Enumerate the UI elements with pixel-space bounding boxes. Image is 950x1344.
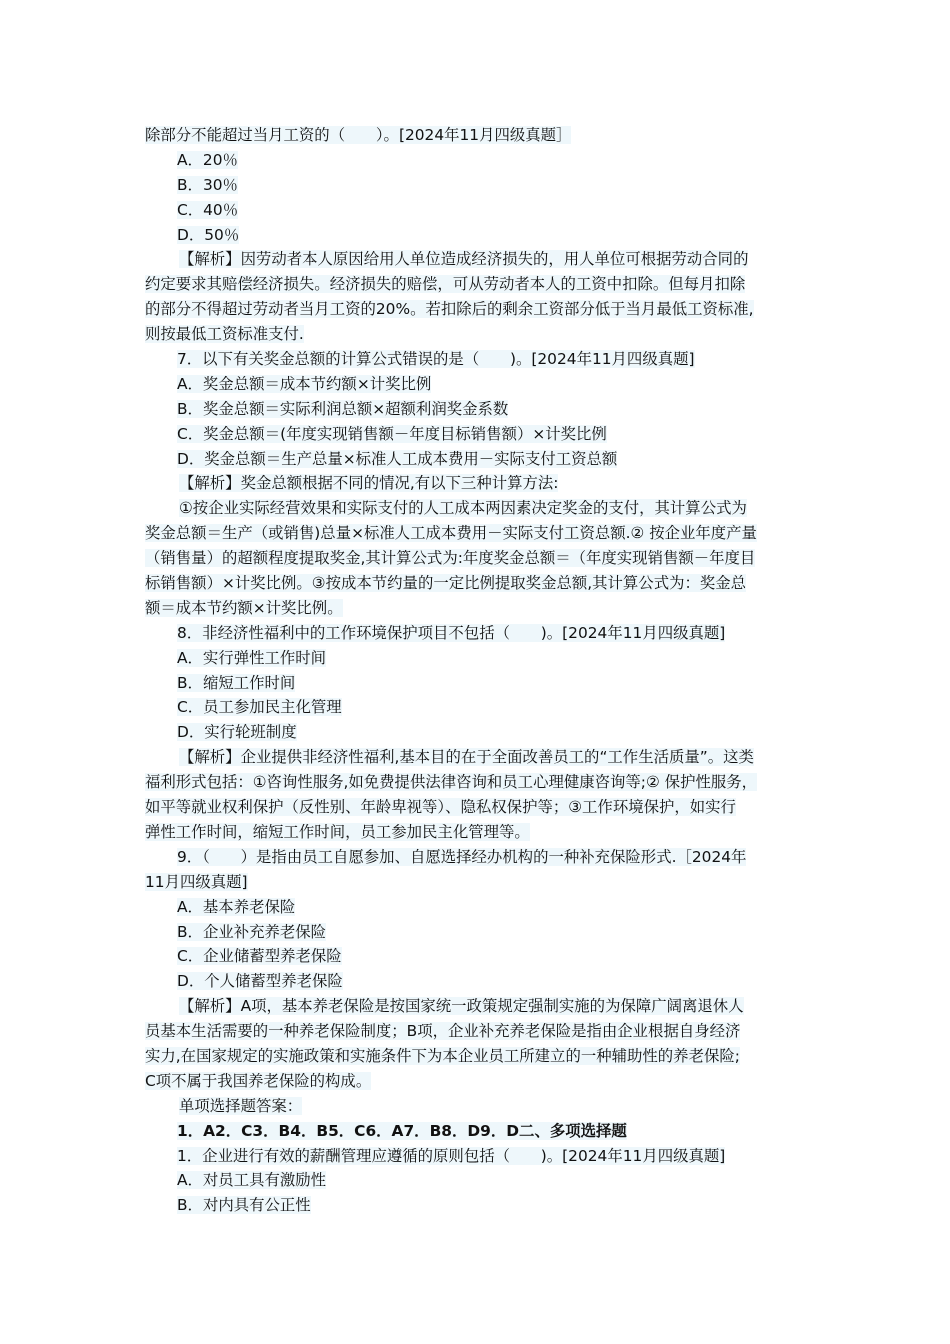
text-line-content: 弹性工作时间，缩短工作时间，员工参加民主化管理等。 bbox=[145, 822, 530, 841]
text-line-content: 的部分不得超过劳动者当月工资的20%。若扣除后的剩余工资部分低于当月最低工资标准, bbox=[145, 300, 754, 319]
text-line bbox=[145, 123, 810, 148]
question-text: 9．（ ）是指由员工自愿参加、自愿选择经办机构的一种补充保险形式.［2024年 bbox=[177, 847, 747, 866]
question-line bbox=[145, 845, 810, 870]
answers-heading bbox=[145, 1094, 810, 1119]
text-line-content: 除部分不能超过当月工资的（ ）。[2024年11月四级真题］ bbox=[145, 126, 572, 144]
option-text: D．50％ bbox=[177, 225, 240, 244]
option-text: A．对员工具有激励性 bbox=[177, 1171, 327, 1190]
option-line bbox=[145, 895, 810, 920]
option-line bbox=[145, 148, 810, 173]
option-line bbox=[145, 695, 810, 720]
text-line-content: 员基本生活需要的一种养老保险制度；B项，企业补充养老保险是指由企业根据自身经济 bbox=[145, 1022, 741, 1041]
text-line bbox=[145, 1019, 810, 1044]
option-line bbox=[145, 671, 810, 696]
analysis-line bbox=[145, 745, 810, 770]
option-text: C．奖金总额＝(年度实现销售额－年度目标销售额）×计奖比例 bbox=[177, 424, 607, 443]
text-line bbox=[145, 571, 810, 596]
text-line bbox=[145, 546, 810, 571]
option-text: B．30％ bbox=[177, 175, 238, 194]
option-line bbox=[145, 1168, 810, 1193]
text-line-content: 11月四级真题] bbox=[145, 872, 248, 891]
option-line bbox=[145, 372, 810, 397]
document-body bbox=[145, 123, 810, 1218]
text-line bbox=[145, 1069, 810, 1094]
text-line bbox=[145, 1044, 810, 1069]
text-line-content: 约定要求其赔偿经济损失。经济损失的赔偿，可从劳动者本人的工资中扣除。但每月扣除 bbox=[145, 275, 746, 294]
option-text: A．20％ bbox=[177, 150, 238, 169]
analysis-text: 【解析】A项，基本养老保险是按国家统一政策规定强制实施的为保障广阔离退休人 bbox=[179, 997, 744, 1016]
text-line-content: 福利形式包括：①咨询性服务,如免费提供法律咨询和员工心理健康咨询等;② 保护性服务， bbox=[145, 773, 758, 792]
answers-heading-text: 单项选择题答案： bbox=[179, 1096, 303, 1115]
text-line-content: 标销售额）×计奖比例。③按成本节约量的一定比例提取奖金总额,其计算公式为：奖金总 bbox=[145, 574, 747, 593]
analysis-line bbox=[145, 471, 810, 496]
question-line bbox=[145, 347, 810, 372]
question-line bbox=[145, 621, 810, 646]
text-line bbox=[145, 596, 810, 621]
option-line bbox=[145, 969, 810, 994]
question-text: 1．企业进行有效的薪酬管理应遵循的原则包括（ )。[2024年11月四级真题] bbox=[177, 1146, 726, 1165]
option-text: C．企业储蓄型养老保险 bbox=[177, 947, 342, 966]
option-text: A．奖金总额＝成本节约额×计奖比例 bbox=[177, 374, 432, 393]
text-line bbox=[145, 770, 810, 795]
option-text: B．奖金总额＝实际利润总额×超额利润奖金系数 bbox=[177, 399, 509, 418]
option-line bbox=[145, 720, 810, 745]
option-text: A．实行弹性工作时间 bbox=[177, 648, 327, 667]
text-line-content: 额＝成本节约额×计奖比例。 bbox=[145, 598, 343, 617]
question-text: 8．非经济性福利中的工作环境保护项目不包括（ )。[2024年11月四级真题] bbox=[177, 623, 726, 642]
option-text: D．奖金总额＝生产总量×标准人工成本费用－实际支付工资总额 bbox=[177, 449, 618, 468]
text-line bbox=[145, 795, 810, 820]
option-text: D．实行轮班制度 bbox=[177, 723, 297, 742]
option-text: A．基本养老保险 bbox=[177, 897, 296, 916]
text-line bbox=[145, 820, 810, 845]
analysis-text: 【解析】因劳动者本人原因给用人单位造成经济损失的，用人单位可根据劳动合同的 bbox=[179, 250, 749, 269]
analysis-line bbox=[145, 247, 810, 272]
text-line-content: 则按最低工资标准支付. bbox=[145, 325, 304, 344]
option-line bbox=[145, 198, 810, 223]
text-line-content: 实力,在国家规定的实施政策和实施条件下为本企业员工所建立的一种辅助性的养老保险; bbox=[145, 1046, 740, 1065]
option-line bbox=[145, 920, 810, 945]
analysis-text: 【解析】奖金总额根据不同的情况,有以下三种计算方法: bbox=[179, 474, 559, 493]
option-text: B．对内具有公正性 bbox=[177, 1196, 311, 1215]
option-line bbox=[145, 447, 810, 472]
text-line-content: 奖金总额＝生产（或销售)总量×标准人工成本费用－实际支付工资总额.② 按企业年度产量 bbox=[145, 524, 757, 543]
option-text: C．员工参加民主化管理 bbox=[177, 698, 342, 717]
text-line bbox=[145, 322, 810, 347]
option-line bbox=[145, 646, 810, 671]
answers-line bbox=[145, 1119, 810, 1144]
option-line bbox=[145, 173, 810, 198]
text-line bbox=[145, 870, 810, 895]
analysis-text: ①按企业实际经营效果和实际支付的人工成本两因素决定奖金的支付，其计算公式为 bbox=[179, 499, 747, 518]
answers-text: 1．A2．C3．B4．B5．C6．A7．B8．D9．D二、多项选择题 bbox=[177, 1121, 627, 1140]
question-line bbox=[145, 1144, 810, 1169]
question-text: 7．以下有关奖金总额的计算公式错误的是（ )。[2024年11月四级真题] bbox=[177, 350, 695, 369]
option-line bbox=[145, 397, 810, 422]
text-line bbox=[145, 297, 810, 322]
option-line bbox=[145, 422, 810, 447]
text-line-content: 如平等就业权利保护（反性别、年龄卑视等）、隐私权保护等；③工作环境保护，如实行 bbox=[145, 798, 736, 817]
option-line bbox=[145, 1193, 810, 1218]
text-line-content: （销售量）的超额程度提取奖金,其计算公式为:年度奖金总额＝（年度实现销售额－年度目 bbox=[145, 549, 756, 568]
option-text: B．企业补充养老保险 bbox=[177, 922, 327, 941]
option-line bbox=[145, 944, 810, 969]
option-text: C．40％ bbox=[177, 200, 239, 219]
option-line bbox=[145, 223, 810, 248]
option-text: B．缩短工作时间 bbox=[177, 673, 296, 692]
analysis-text: 【解析】企业提供非经济性福利,基本目的在于全面改善员工的“工作生活质量”。这类 bbox=[179, 748, 754, 767]
text-line bbox=[145, 272, 810, 297]
analysis-line bbox=[145, 994, 810, 1019]
text-line-content: C项不属于我国养老保险的构成。 bbox=[145, 1071, 372, 1090]
option-text: D．个人储蓄型养老保险 bbox=[177, 972, 343, 991]
analysis-line bbox=[145, 496, 810, 521]
text-line bbox=[145, 521, 810, 546]
